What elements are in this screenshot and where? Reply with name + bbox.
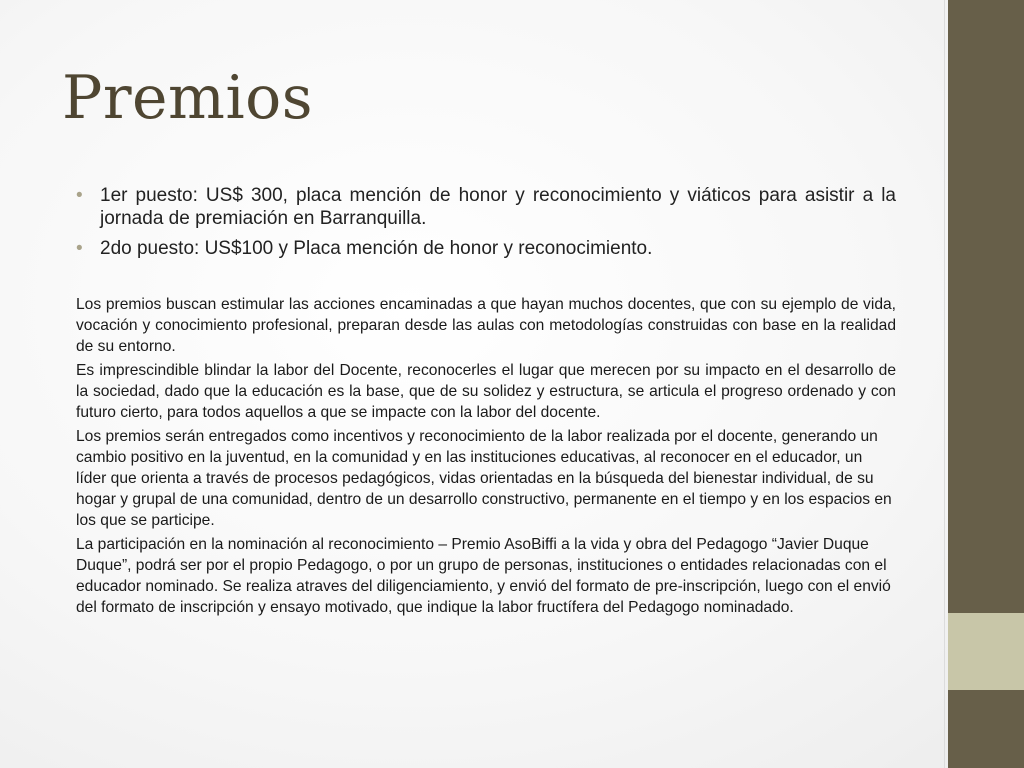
decorative-side-accent (948, 613, 1024, 690)
paragraph-importance: Es imprescindible blindar la labor del Docente, reconocerles el lugar que merecen por su impacto en el desarrollo de la sociedad, dado que la educación es la base, que de su solidez y estructura, se articula el progreso ordenado y con futuro cierto, para todos aquellos a que se impacte con la labor del docente. (76, 362, 896, 421)
bullet-text: 1er puesto: US$ 300, placa mención de honor y reconocimiento y viáticos para asistir a la jornada de premiación en Barranquilla. (100, 185, 896, 229)
slide-title: Premios (62, 63, 314, 133)
paragraph-participation: La participación en la nominación al reconocimiento – Premio AsoBiffi a la vida y obra del Pedagogo “Javier Duque Duque”, podrá ser por el propio Pedagogo, o por un grupo de personas, instituciones o entidades relacionadas con el educador nominado. Se realiza atraves del diligenciamiento, y envió del formato de pre-inscripción, luego con el envió del formato de inscripción y ensayo motivado, que indique la labor fructífera del Pedagogo nominadado. (76, 536, 891, 616)
body-text-block (76, 294, 896, 621)
paragraph-incentives: Los premios serán entregados como incentivos y reconocimiento de la labor realizada por el docente, generando un cambio positivo en la juventud, en la comunidad y en las instituciones educativas, al reconocer en el educador, un líder que orienta a través de procesos pedagógicos, vidas orientadas en la búsqueda del bienestar individual, de su hogar y grupal de una comunidad, dentro de un desarrollo constructivo, permanente en el tiempo y en los espacios en los que se participe. (76, 428, 892, 529)
bullet-list (76, 184, 896, 267)
bullet-dot-icon: • (76, 185, 83, 206)
slide-divider-line (944, 0, 945, 768)
bullet-item-first-place (76, 184, 896, 230)
bullet-text: 2do puesto: US$100 y Placa mención de honor y reconocimiento. (100, 238, 653, 259)
bullet-dot-icon: • (76, 238, 83, 259)
bullet-item-second-place (76, 237, 896, 260)
paragraph-purpose: Los premios buscan estimular las acciones encaminadas a que hayan muchos docentes, que con su ejemplo de vida, vocación y conocimiento profesional, preparan desde las aulas con metodologías construidas con base en la realidad de su entorno. (76, 296, 896, 355)
